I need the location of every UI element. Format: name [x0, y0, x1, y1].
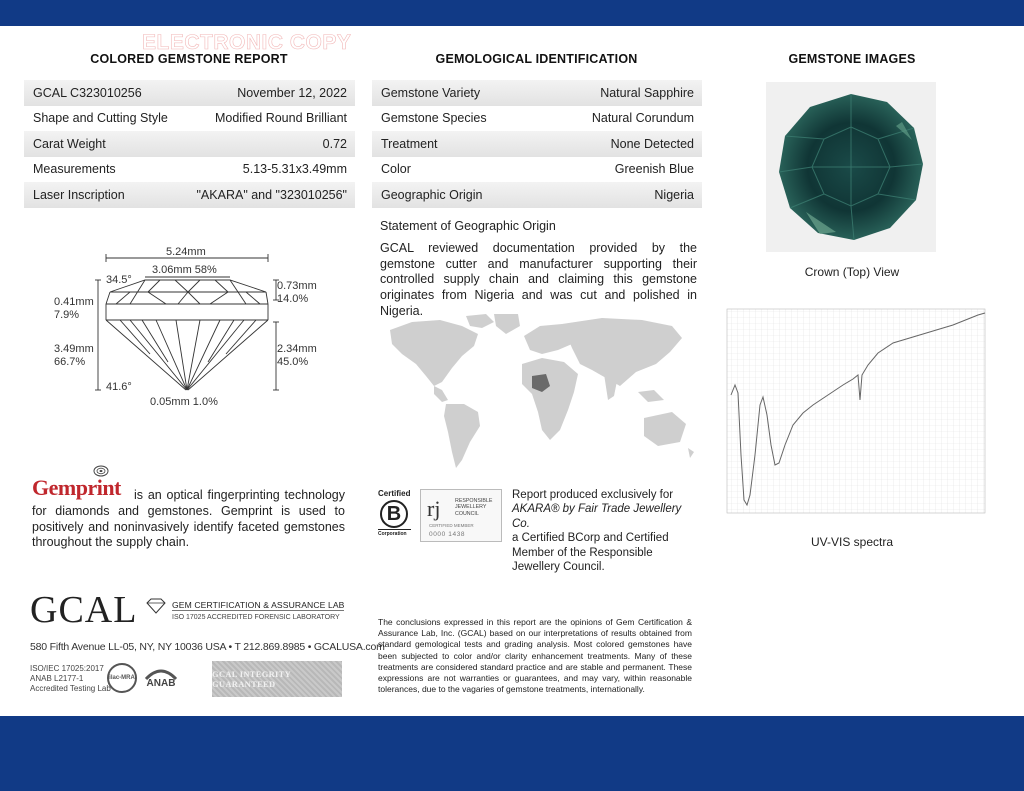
row-value: Greenish Blue [614, 162, 694, 177]
table-row [372, 131, 702, 157]
crown-height-pct-label: 14.0% [277, 293, 309, 305]
table-row [24, 182, 355, 208]
identification-table [372, 80, 702, 208]
total-width-label: 5.24mm [166, 246, 206, 258]
crown-view-caption: Crown (Top) View [804, 265, 900, 279]
rjc-member-number: 0000 1438 [429, 531, 466, 538]
iso-line3: Accredited Testing Lab [30, 684, 111, 693]
pavilion-mm-label: 2.34mm [277, 343, 317, 355]
spectra-caption: UV-VIS spectra [810, 535, 894, 549]
rjc-line3: COUNCIL [455, 510, 479, 517]
row-label: Carat Weight [33, 136, 106, 151]
depth-mm-label: 3.49mm [54, 343, 94, 355]
bcorp-divider [378, 529, 411, 530]
bottom-band [0, 716, 1024, 791]
world-map [382, 312, 698, 472]
depth-pct-label: 66.7% [54, 356, 86, 368]
disclaimer-text: The conclusions expressed in this report are the opinions of Gem Certification & Assurance Lab, Inc. (GCAL) based on our interpretations of results obtained from standard gemological tests and grading analysis. Most colored gemstones have been subjected to color and/or clarity enhancement treatments. Many of these treatments are considered standard practice and are stable and permanent. These expressions are not warranties or guarantees, and may vary, within reasonable tolerances, due to the vagaries of gemstone treatments, internationally. [378, 617, 692, 695]
row-label: Gemstone Variety [381, 85, 481, 100]
uv-vis-spectra-graph [713, 305, 988, 523]
gem-crown-photo [766, 82, 936, 252]
table-row [24, 106, 355, 132]
ilac-mra-badge: ilac-MRA [107, 663, 137, 693]
bcorp-corporation-text: Corporation [378, 531, 407, 537]
gem-crown-image [766, 82, 936, 252]
anab-label: ANAB [146, 678, 176, 689]
gemprint-description: is an optical fingerprinting technology for diamonds and gemstones. Gemprint is used to positively and noninvasively identify faceted gemstones throughout the supply chain. [32, 488, 345, 550]
report-title: COLORED GEMSTONE REPORT [90, 52, 288, 66]
rjc-certificate [420, 489, 502, 542]
row-label: Laser Inscription [33, 187, 125, 202]
girdle-mm-label: 0.41mm [54, 296, 94, 308]
crown-angle-label: 34.5° [106, 274, 132, 286]
origin-statement-title: Statement of Geographic Origin [380, 219, 556, 233]
report-by-line2: a Certified BCorp and Certified Member of the Responsible Jewellery Council. [512, 532, 669, 574]
crown-height-mm-label: 0.73mm [277, 280, 317, 292]
row-label: GCAL C323010256 [33, 85, 142, 100]
report-by-brand: AKARA® by Fair Trade Jewellery Co. [512, 503, 682, 530]
rjc-line1: RESPONSIBLE [455, 498, 493, 504]
row-label: Geographic Origin [381, 187, 483, 202]
iso-line1: ISO/IEC 17025:2017 [30, 664, 104, 673]
table-row [24, 131, 355, 157]
row-value: 0.72 [322, 136, 347, 151]
pavilion-pct-label: 45.0% [277, 356, 309, 368]
table-row [372, 106, 702, 132]
report-by-line1: Report produced exclusively for [512, 489, 674, 501]
rjc-logo-icon: rj [427, 496, 441, 521]
gcal-divider [172, 610, 344, 611]
identification-title: GEMOLOGICAL IDENTIFICATION [435, 52, 638, 66]
bcorp-logo [378, 489, 414, 543]
row-value: Modified Round Brilliant [214, 111, 347, 126]
bcorp-b-icon: B [380, 500, 408, 528]
row-label: Color [381, 162, 411, 177]
row-value: November 12, 2022 [237, 85, 347, 100]
table-row [372, 182, 702, 208]
proportion-diagram [50, 244, 330, 414]
gcal-lab-name: GEM CERTIFICATION & ASSURANCE LAB [172, 600, 345, 610]
iso-line2: ANAB L2177-1 [30, 674, 84, 683]
table-row [372, 157, 702, 183]
gcal-address: 580 Fifth Avenue LL-05, NY, NY 10036 USA • T 212.869.8985 • GCALUSA.com [30, 641, 385, 653]
table-row [372, 80, 702, 106]
gcal-wordmark: GCAL [30, 589, 138, 631]
gemprint-wordmark: Gemprint [32, 475, 121, 500]
table-size-label: 3.06mm 58% [152, 264, 217, 276]
pavilion-angle-label: 41.6° [106, 381, 132, 393]
table-row [24, 80, 355, 106]
iso-accreditation [30, 664, 111, 694]
row-value: 5.13-5.31x3.49mm [242, 162, 347, 177]
bcorp-certified-text: Certified [378, 489, 411, 498]
report-produced-for [512, 488, 702, 574]
integrity-guaranteed-seal: GCAL INTEGRITY GUARANTEED [212, 661, 342, 697]
rjc-line2: JEWELLERY [455, 504, 487, 511]
electronic-copy-watermark: ELECTRONIC COPY [142, 31, 352, 54]
row-value: None Detected [610, 136, 694, 151]
origin-statement-text: GCAL reviewed documentation provided by the gemstone cutter and manufacturer supporting their controlled supply chain and claiming this gemstone originates from Nigeria and was cut and polished in Nigeria. [380, 241, 697, 318]
gcal-accreditation: ISO 17025 ACCREDITED FORENSIC LABORATORY [172, 614, 340, 621]
culet-label: 0.05mm 1.0% [150, 396, 218, 408]
rjc-member-label: CERTIFIED MEMBER [429, 523, 474, 528]
row-label: Treatment [381, 136, 438, 151]
rjc-name [455, 498, 492, 517]
row-label: Shape and Cutting Style [33, 111, 168, 126]
row-label: Measurements [33, 162, 116, 177]
row-label: Gemstone Species [381, 111, 487, 126]
row-value: Natural Sapphire [600, 85, 694, 100]
row-value: "AKARA" and "323010256" [196, 187, 347, 202]
images-title: GEMSTONE IMAGES [788, 52, 916, 66]
row-value: Natural Corundum [591, 111, 694, 126]
table-row [24, 157, 355, 183]
girdle-pct-label: 7.9% [54, 309, 80, 321]
diamond-icon [145, 598, 167, 614]
report-table [24, 80, 355, 208]
spectra-plot [713, 305, 988, 523]
top-band [0, 0, 1024, 26]
row-value: Nigeria [654, 187, 694, 202]
